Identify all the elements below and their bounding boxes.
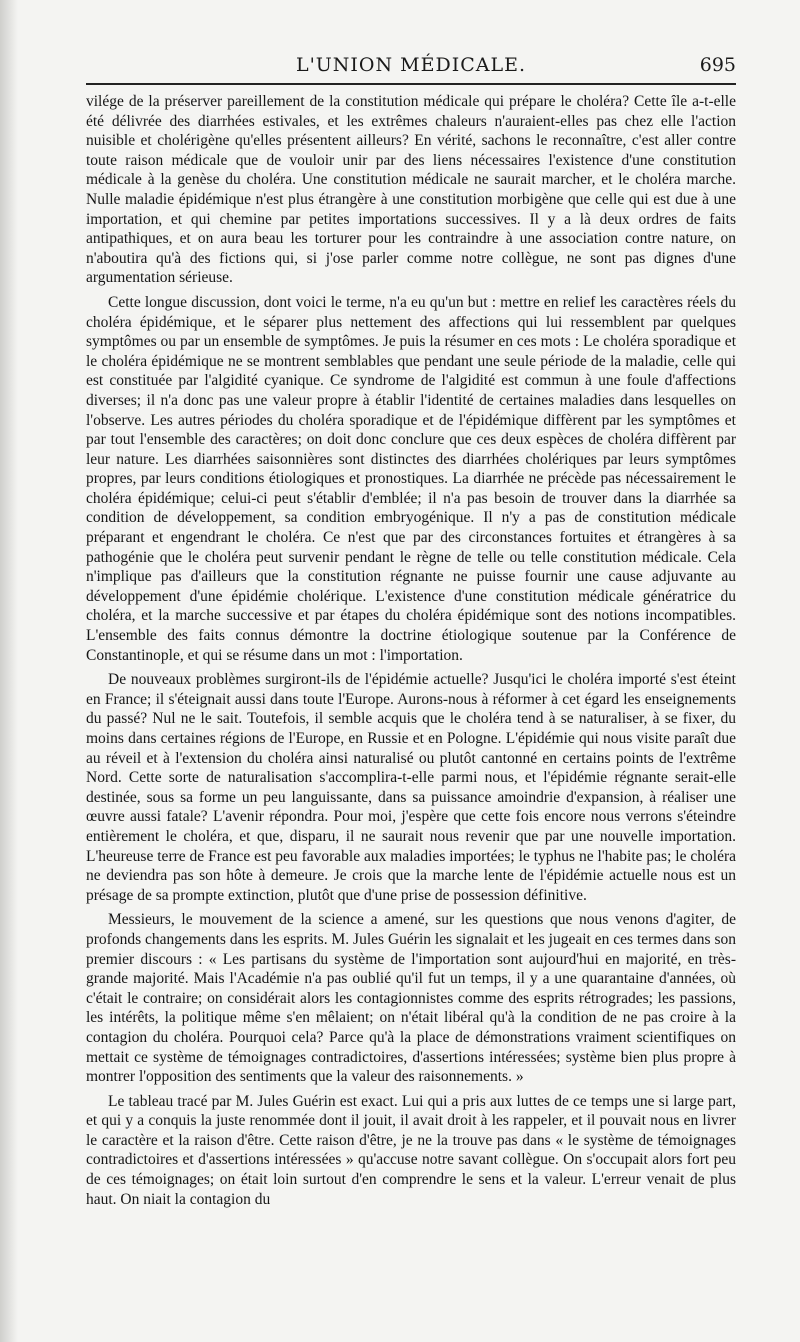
paragraph: Le tableau tracé par M. Jules Guérin est exact. Lui qui a pris aux luttes de ce temps une si large part, et qui y a conquis la juste renommée dont il jouit, il avait droit à les rappeler, et il pouvait nous en livrer le caractère et la raison d'être. Cette raison d'être, je ne la trouve pas dans « le système de témoignages contradictoires et d'assertions intéressées » qu'accuse notre savant collègue. On s'occupait alors fort peu de ces témoignages; on était loin surtout d'en comprendre le sens et la valeur. L'erreur venait de plus haut. On niait la contagion du (86, 1092, 736, 1208)
page-header (86, 54, 736, 82)
paragraph-continuation: vilége de la préserver pareillement de la constitution médicale qui prépare le choléra? Cette île a-t-elle été délivrée des diarrhées estivales, et les extrêmes chaleurs n'auraient-elles pas chez elle l'action nuisible et cholérigène qu'elles présentent ailleurs? En vérité, sachons le reconnaître, c'est aller contre toute raison médicale que de vouloir unir par des liens nécessaires l'existence d'une constitution médicale à la genèse du choléra. Une constitution médicale ne saurait marcher, et le choléra marche. Nulle maladie épidémique n'est plus étrangère à une constitution morbigène que celle qui est due à une importation, et qui chemine par petites importations successives. Il y a là deux ordres de faits antipathiques, et on aura beau les torturer pour les contraindre à une association contre nature, on n'aboutira qu'à des fictions qui, si j'ose parler comme notre collègue, ne sont pas dignes d'une argumentation sérieuse. (86, 93, 736, 287)
paragraph: De nouveaux problèmes surgiront-ils de l'épidémie actuelle? Jusqu'ici le choléra importé s'est éteint en France; il s'éteignait aussi dans toute l'Europe. Aurons-nous à réformer à cet égard les enseignements du passé? Nul ne le sait. Toutefois, il semble acquis que le choléra tend à se naturaliser, à se fixer, du moins dans certaines régions de l'Europe, en Russie et en Pologne. L'épidémie qui nous visite paraît due au réveil et à l'extension du choléra ainsi naturalisé ou plutôt cantonné en certains points de l'extrême Nord. Cette sorte de naturalisation s'accomplira-t-elle parmi nous, et l'épidémie régnante serait-elle destinée, sous sa forme un peu languissante, dans sa puissance amoindrie d'expansion, à réaliser une œuvre aussi fatale? L'avenir répondra. Pour moi, j'espère que cette fois encore nous verrons s'éteindre entièrement le choléra, et que, disparu, il ne saurait nous revenir que par une nouvelle importation. L'heureuse terre de France est peu favorable aux maladies importées; le typhus ne l'habite pas; le choléra ne deviendra pas son hôte à demeure. Je crois que la marche lente de l'épidémie actuelle nous est un présage de sa prompte extinction, plutôt que d'une prise de possession définitive. (86, 671, 736, 904)
page-binding-shadow (0, 0, 18, 1342)
header-rule (86, 83, 736, 85)
running-title: L'UNION MÉDICALE. (295, 54, 527, 76)
paragraph: Cette longue discussion, dont voici le terme, n'a eu qu'un but : mettre en relief les caractères réels du choléra épidémique, et le séparer plus nettement des affections qui lui ressemblent par quelques symptômes ou par un ensemble de symptômes. Je puis la résumer en ces mots : Le choléra sporadique et le choléra épidémique ne se montrent semblables que pendant une seule période de la maladie, celle qui est constituée par l'algidité cyanique. Ce syndrome de l'algidité est commun à une foule d'affections diverses; il n'a donc pas une valeur propre à établir l'identité de certaines maladies dans lesquelles on l'observe. Les autres périodes du choléra sporadique et de l'épidémique diffèrent par les symptômes et par tout l'ensemble des caractères; on doit donc conclure que ces deux espèces de choléra diffèrent par leur nature. Les diarrhées saisonnières sont distinctes des diarrhées cholériques par leurs symptômes propres, par leurs conditions étiologiques et pronostiques. La diarrhée ne précède pas nécessairement le choléra épidémique; celui-ci peut s'établir d'emblée; il n'a pas besoin de trouver dans la diarrhée sa condition de développement, sa condition embryogénique. Il n'y a pas de constitution médicale préparant et engendrant le choléra. Ce n'est que par des circonstances fortuites et étrangères à sa pathogénie que le choléra peut survenir pendant le règne de telle ou telle constitution médicale. Cela n'implique pas d'ailleurs que la constitution régnante ne puisse fournir une cause adjuvante au développement d'une épidémie cholérique. L'existence d'une constitution médicale génératrice du choléra, et la marche successive et par étapes du choléra épidémique sont des notions incompatibles. L'ensemble des faits connus démontre la doctrine étiologique soutenue par la Conférence de Constantinople, et qui se résume dans un mot : l'importation. (86, 293, 736, 664)
page-number: 695 (699, 54, 736, 76)
body-text (86, 92, 736, 1214)
paragraph: Messieurs, le mouvement de la science a amené, sur les questions que nous venons d'agiter, de profonds changements dans les esprits. M. Jules Guérin les signalait et les jugeait en ces termes dans son premier discours : « Les partisans du système de l'importation sont aujourd'hui en majorité, en très-grande majorité. Mais l'Académie n'a pas oublié qu'il fut un temps, il y a une quarantaine d'années, où c'était le contraire; on considérait alors les contagionnistes comme des esprits rétrogrades; les passions, les intérêts, la politique même s'en mêlaient; on n'était libéral qu'à la condition de ne pas croire à la contagion du choléra. Pourquoi cela? Parce qu'à la place de démonstrations vraiment scientifiques on mettait ce système de témoignages contradictoires, d'assertions intéressées; système bien plus propre à montrer l'opposition des sentiments que la valeur des raisonnements. » (86, 911, 736, 1086)
